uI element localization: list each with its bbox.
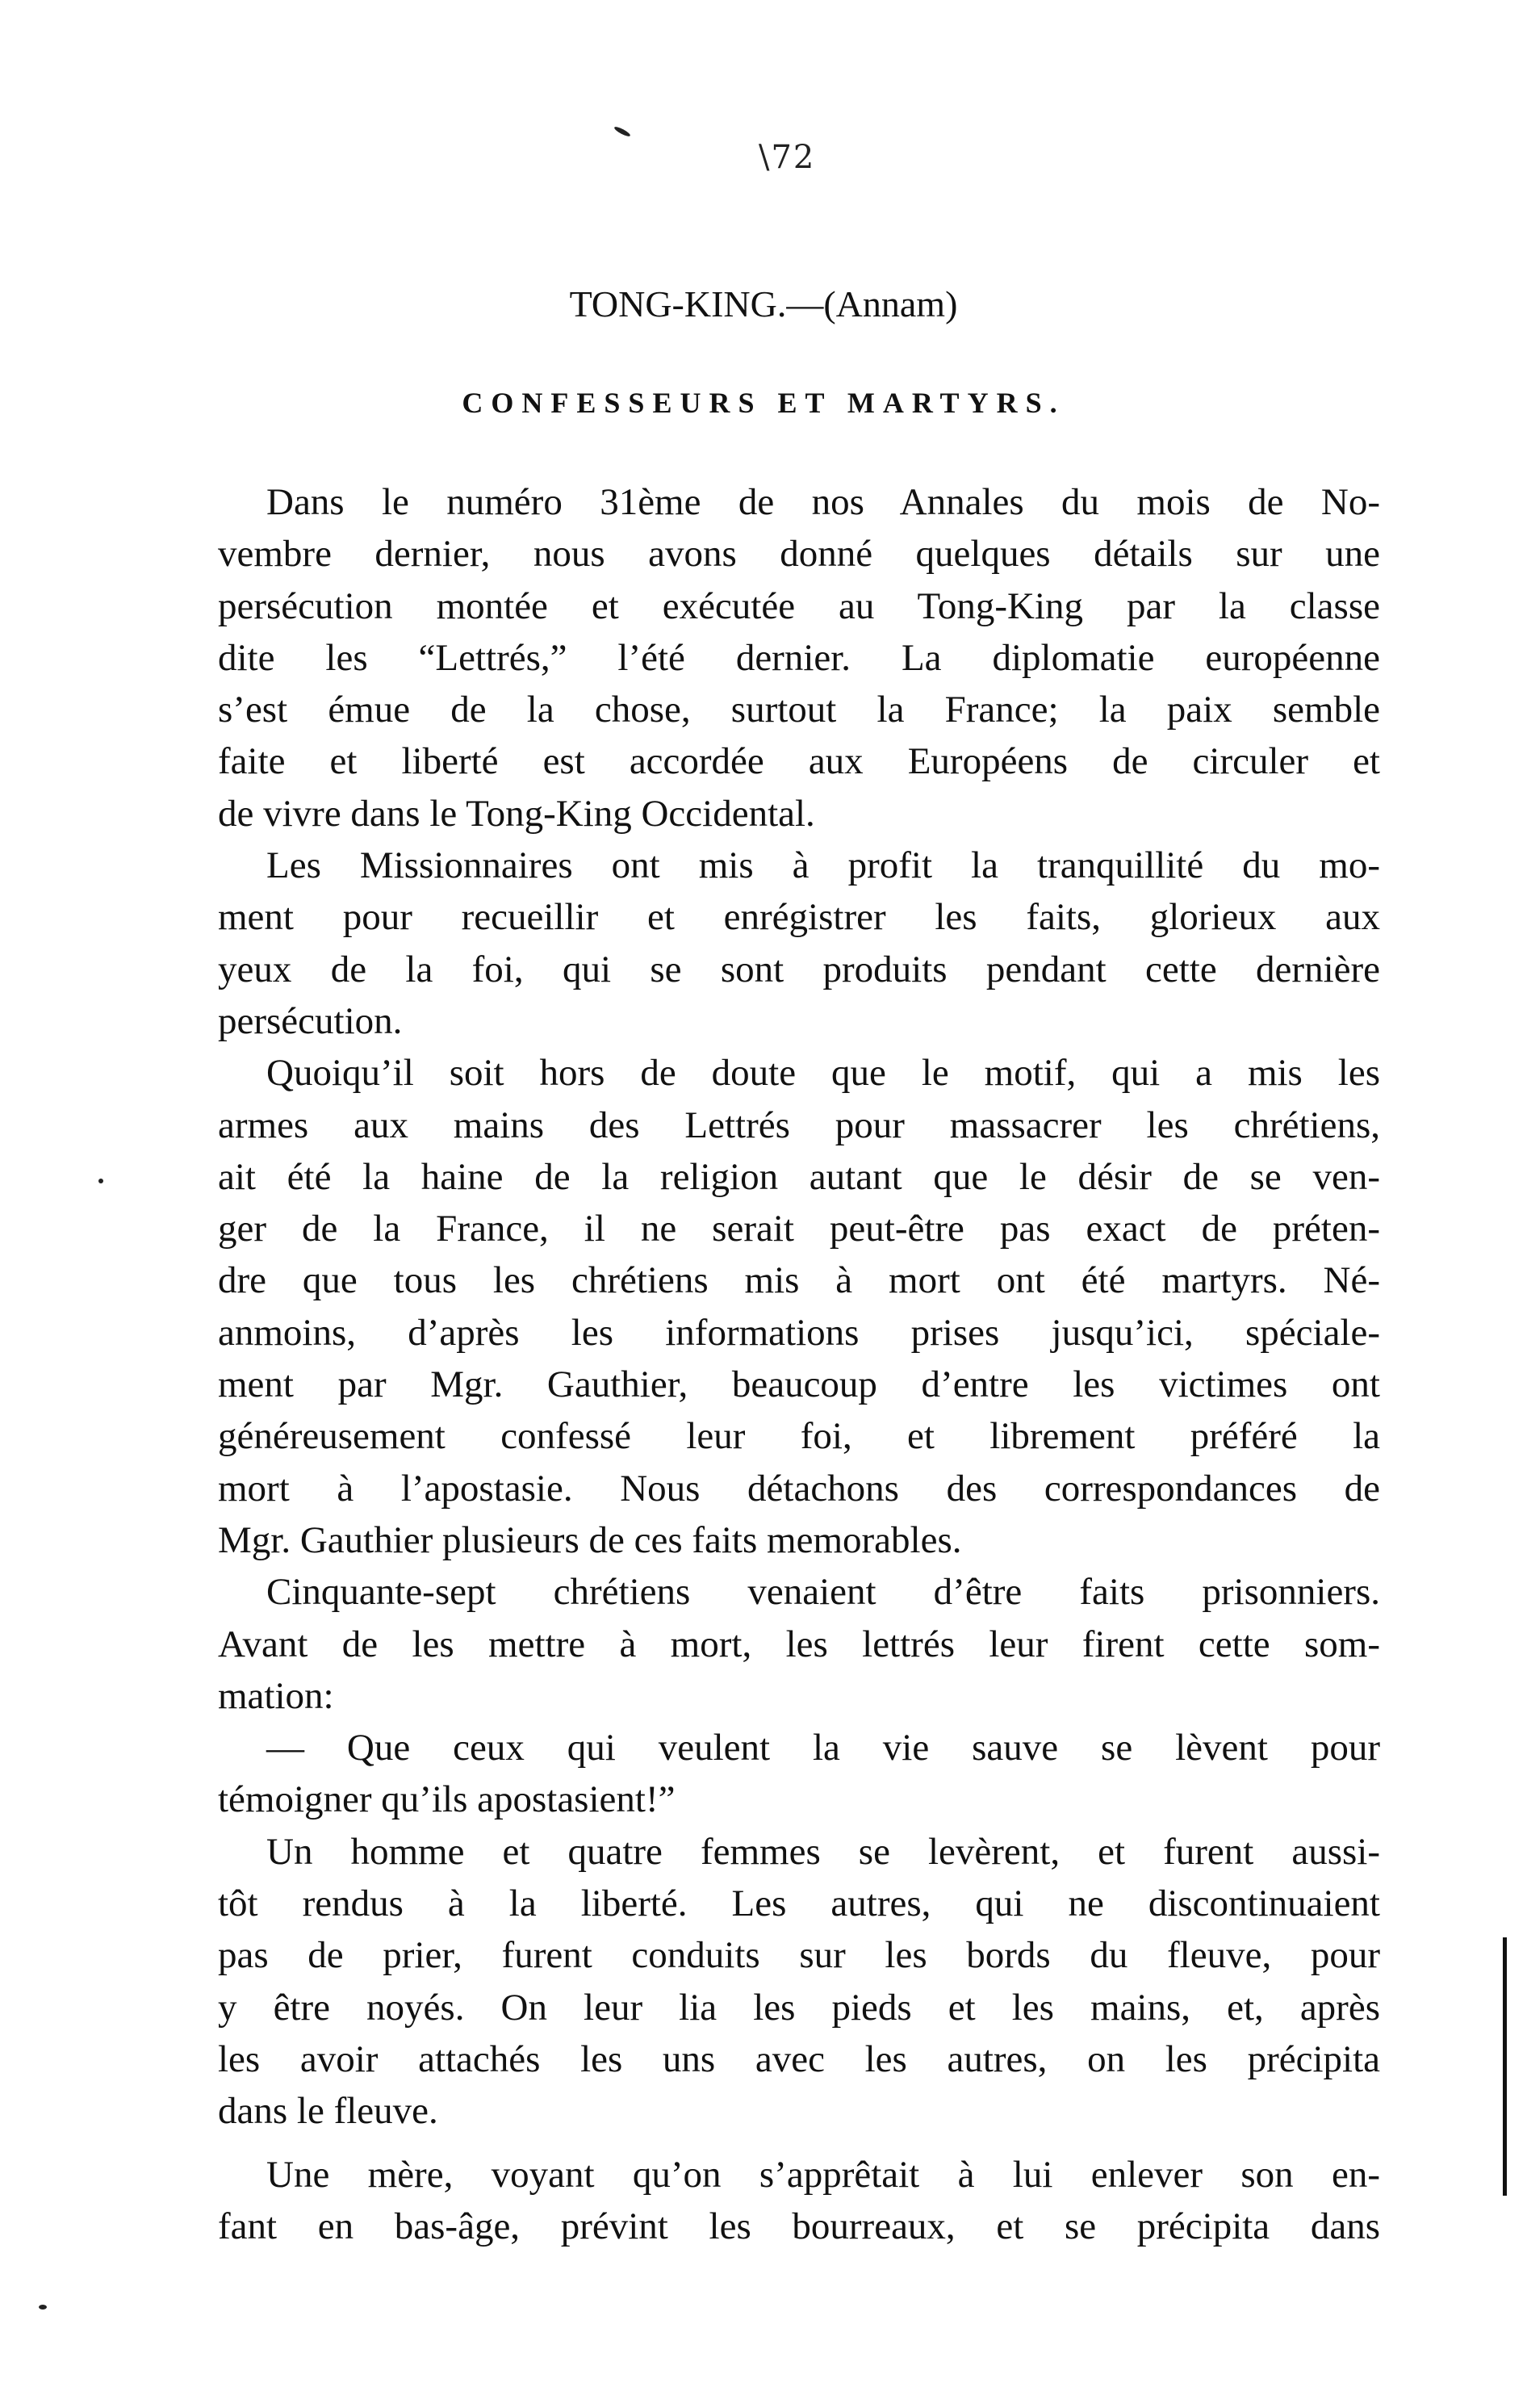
text-line: faite et liberté est accordée aux Européens de circuler et [218, 740, 1380, 783]
running-title: TONG-KING.—(Annam) [569, 283, 958, 325]
text-line: Mgr. Gauthier plusieurs de ces faits memorables. [218, 1518, 962, 1561]
text-line: persécution. [218, 999, 403, 1042]
text-line: généreusement confessé leur foi, et librement préféré la [218, 1415, 1380, 1458]
text-line: Une mère, voyant qu’on s’apprêtait à lui enlever son en- [266, 2153, 1380, 2196]
text-line: Quoiqu’il soit hors de doute que le motif, qui a mis les [266, 1052, 1380, 1095]
text-line: témoigner qu’ils apostasient!” [218, 1778, 676, 1821]
text-line: de vivre dans le Tong-King Occidental. [218, 792, 815, 835]
text-line: Un homme et quatre femmes se levèrent, et furent aussi- [266, 1830, 1380, 1873]
scan-speck [98, 1179, 103, 1183]
text-line: s’est émue de la chose, surtout la France; la paix semble [218, 689, 1380, 731]
text-line: ait été la haine de la religion autant que le désir de se ven- [218, 1155, 1380, 1198]
text-line: ment par Mgr. Gauthier, beaucoup d’entre les victimes ont [218, 1363, 1380, 1406]
text-line: armes aux mains des Lettrés pour massacrer les chrétiens, [218, 1103, 1380, 1146]
section-title: CONFESSEURS ET MARTYRS. [462, 387, 1065, 419]
text-line: mation: [218, 1674, 334, 1717]
page-number: \72 [759, 139, 816, 176]
text-line: les avoir attachés les uns avec les autres, on les précipita [218, 2037, 1380, 2080]
text-line: Les Missionnaires ont mis à profit la tranquillité du mo- [266, 844, 1380, 887]
text-line: tôt rendus à la liberté. Les autres, qui ne discontinuaient [218, 1882, 1380, 1925]
text-line: Cinquante-sept chrétiens venaient d’être faits prisonniers. [266, 1571, 1380, 1614]
text-line: dre que tous les chrétiens mis à mort ont été martyrs. Né- [218, 1259, 1380, 1302]
body-text [218, 476, 1380, 2252]
text-line: — Que ceux qui veulent la vie sauve se lèvent pour [266, 1727, 1380, 1769]
scan-edge-mark [1503, 1937, 1507, 2196]
text-line: persécution montée et exécutée au Tong-King par la classe [218, 584, 1380, 627]
text-line: pas de prier, furent conduits sur les bords du fleuve, pour [218, 1934, 1380, 1977]
scan-speck [39, 2305, 47, 2310]
text-line: Avant de les mettre à mort, les lettrés leur firent cette som- [218, 1623, 1380, 1665]
text-line: vembre dernier, nous avons donné quelques détails sur une [218, 533, 1380, 576]
text-line: y être noyés. On leur lia les pieds et les mains, et, après [218, 1986, 1380, 2029]
text-line: ger de la France, il ne serait peut-être pas exact de préten- [218, 1208, 1380, 1250]
text-line: dans le fleuve. [218, 2090, 438, 2133]
text-line: mort à l’apostasie. Nous détachons des correspondances de [218, 1467, 1380, 1510]
text-line: dite les “Lettrés,” l’été dernier. La diplomatie européenne [218, 636, 1380, 679]
text-line: anmoins, d’après les informations prises jusqu’ici, spéciale- [218, 1311, 1380, 1354]
text-line: fant en bas-âge, prévint les bourreaux, et se précipita dans [218, 2205, 1380, 2247]
text-line: yeux de la foi, qui se sont produits pendant cette dernière [218, 948, 1380, 990]
text-line: Dans le numéro 31ème de nos Annales du mois de No- [266, 481, 1380, 523]
scan-speck [613, 125, 631, 138]
text-line: ment pour recueillir et enrégistrer les faits, glorieux aux [218, 896, 1380, 939]
